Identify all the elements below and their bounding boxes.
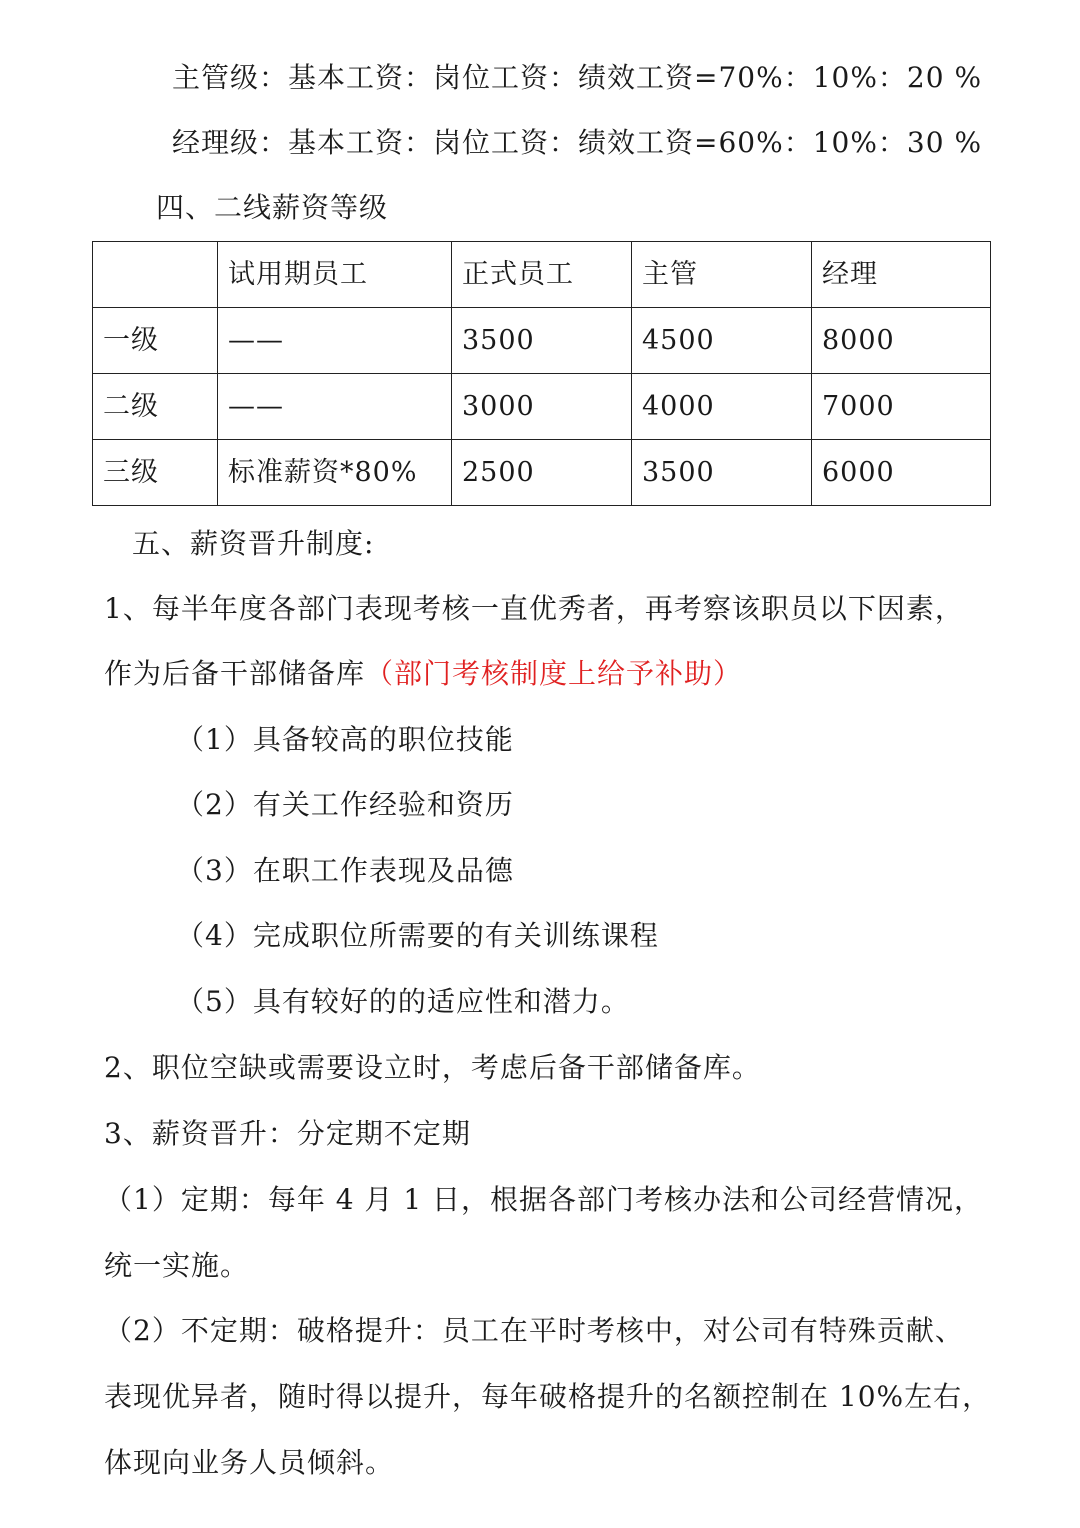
factor-3: （3）在职工作表现及品德 bbox=[176, 854, 514, 887]
table-cell: 4500 bbox=[632, 308, 812, 374]
regular-promotion-line-1: （1）定期：每年 4 月 1 日，根据各部门考核办法和公司经营情况， bbox=[104, 1183, 984, 1216]
item-1-line-1: 1、每半年度各部门表现考核一直优秀者，再考察该职员以下因素， bbox=[104, 592, 964, 625]
section-4-heading: 四、二线薪资等级 bbox=[156, 191, 389, 224]
table-row bbox=[93, 440, 991, 506]
header-cell-manager: 经理 bbox=[812, 242, 991, 308]
item-1-text: 作为后备干部储备库 bbox=[104, 657, 366, 690]
factor-4: （4）完成职位所需要的有关训练课程 bbox=[176, 919, 659, 952]
table-cell: 3500 bbox=[632, 440, 812, 506]
grade-cell: 三级 bbox=[93, 440, 218, 506]
irregular-promotion-line-1: （2）不定期：破格提升：员工在平时考核中，对公司有特殊贡献、 bbox=[104, 1314, 964, 1347]
table-cell: 2500 bbox=[452, 440, 632, 506]
table-cell: —— bbox=[218, 374, 452, 440]
table-cell: 3000 bbox=[452, 374, 632, 440]
table-cell: 7000 bbox=[812, 374, 991, 440]
grade-cell: 二级 bbox=[93, 374, 218, 440]
header-cell-supervisor: 主管 bbox=[632, 242, 812, 308]
factor-2: （2）有关工作经验和资历 bbox=[176, 788, 514, 821]
irregular-promotion-line-3: 体现向业务人员倾斜。 bbox=[104, 1446, 395, 1479]
section-5-heading: 五、薪资晋升制度: bbox=[132, 527, 375, 560]
item-1-note: （部门考核制度上给予补助） bbox=[365, 657, 743, 690]
salary-grade-table bbox=[92, 241, 991, 506]
manager-ratio: 经理级：基本工资：岗位工资：绩效工资=60%：10%：30 % bbox=[172, 126, 983, 159]
table-header-row bbox=[93, 242, 991, 308]
header-cell-probation: 试用期员工 bbox=[218, 242, 452, 308]
item-3: 3、薪资晋升：分定期不定期 bbox=[104, 1117, 471, 1150]
table-cell: 4000 bbox=[632, 374, 812, 440]
table-cell: 3500 bbox=[452, 308, 632, 374]
header-cell-empty bbox=[93, 242, 218, 308]
header-cell-regular: 正式员工 bbox=[452, 242, 632, 308]
irregular-promotion-line-2: 表现优异者，随时得以提升，每年破格提升的名额控制在 10%左右， bbox=[104, 1380, 992, 1413]
table-cell: —— bbox=[218, 308, 452, 374]
table-cell: 标准薪资*80% bbox=[218, 440, 452, 506]
item-2: 2、职位空缺或需要设立时，考虑后备干部储备库。 bbox=[104, 1051, 761, 1084]
item-1-line-2 bbox=[104, 656, 742, 692]
factor-5: （5）具有较好的的适应性和潜力。 bbox=[176, 985, 630, 1018]
supervisor-ratio: 主管级：基本工资：岗位工资：绩效工资=70%：10%：20 % bbox=[172, 61, 983, 94]
factor-1: （1）具备较高的职位技能 bbox=[176, 723, 514, 756]
table-cell: 8000 bbox=[812, 308, 991, 374]
grade-cell: 一级 bbox=[93, 308, 218, 374]
table-row bbox=[93, 308, 991, 374]
regular-promotion-line-2: 统一实施。 bbox=[104, 1249, 250, 1282]
table-cell: 6000 bbox=[812, 440, 991, 506]
table-row bbox=[93, 374, 991, 440]
